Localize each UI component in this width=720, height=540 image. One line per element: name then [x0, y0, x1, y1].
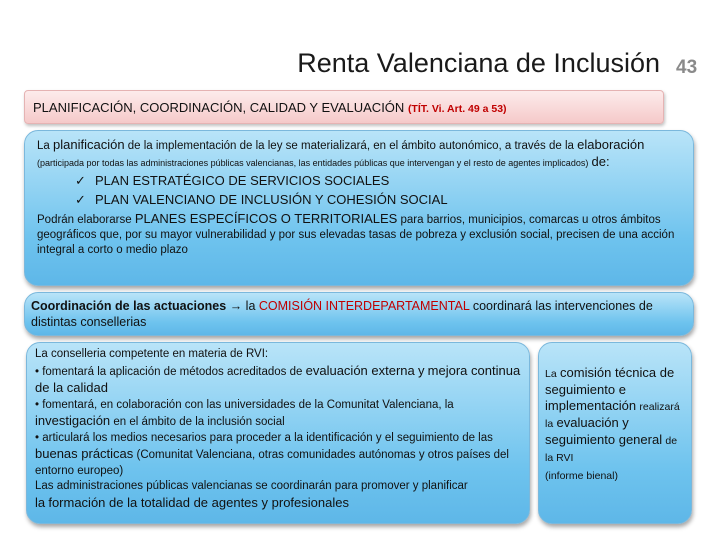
check-item-plan-estrategico: ✓ PLAN ESTRATÉGICO DE SERVICIOS SOCIALES	[75, 173, 390, 188]
planificacion-intro: La planificación de la implementación de la ley se materializará, en el ámbito autonómico, a través de la elaboración (participada por todas las administraciones públicas valencianas, las entidades públicas que intervengan y el resto de agentes implicados) de:	[37, 137, 645, 169]
comision-tecnica-box: La comisión técnica de seguimiento e implementación realizará la evaluación y seguimiento general de la RVI (informe bienal)	[538, 342, 692, 524]
arrow-icon: →	[229, 299, 243, 313]
comision-interdepartamental: COMISIÓN INTERDEPARTAMENTAL	[258, 299, 470, 313]
section-header-reference: (TÍT. Vi. Art. 49 a 53)	[407, 103, 507, 115]
section-header	[24, 90, 664, 124]
rvi-box: La conselleria competente en materia de RVI: • fomentará la aplicación de métodos acreditados de evaluación externa y mejora continua de la calidad • fomentará, en colaboración con las universidades de la Comunitat Valenciana, la investigación en el ámbito de la inclusión social • articulará los medios necesarios para proceder a la identificación y el seguimiento de las buenas prácticas (Comunitat Valenciana, otras comunidades autónomas y otros países del entorno europeo) Las administraciones públicas valencianas se coordinarán para promover y planificar la formación de la totalidad de agentes y profesionales	[26, 342, 530, 524]
page-number: 43	[676, 57, 698, 78]
section-header-text: PLANIFICACIÓN, COORDINACIÓN, CALIDAD Y EVALUACIÓN	[33, 100, 405, 115]
coordinacion-box: Coordinación de las actuaciones → la COMISIÓN INTERDEPARTAMENTAL coordinará las intervenciones de distintas consellerias	[24, 292, 694, 336]
check-item-plan-valenciano: ✓ PLAN VALENCIANO DE INCLUSIÓN Y COHESIÓN SOCIAL	[75, 192, 448, 207]
check-icon: ✓	[75, 173, 86, 188]
coordinacion-label: Coordinación de las actuaciones	[31, 299, 227, 313]
planes-especificos-text: Podrán elaborarse PLANES ESPECÍFICOS O TERRITORIALES para barrios, municipios, comarcas u otros ámbitos geográficos que, por su mayor vulnerabilidad y por sus elevadas tasas de pobreza y exclusión social, precisen de una acción integral a corto o medio plazo	[37, 211, 675, 256]
planificacion-box	[24, 130, 694, 286]
slide-title: Renta Valenciana de Inclusión	[297, 48, 660, 78]
check-icon: ✓	[75, 192, 86, 207]
